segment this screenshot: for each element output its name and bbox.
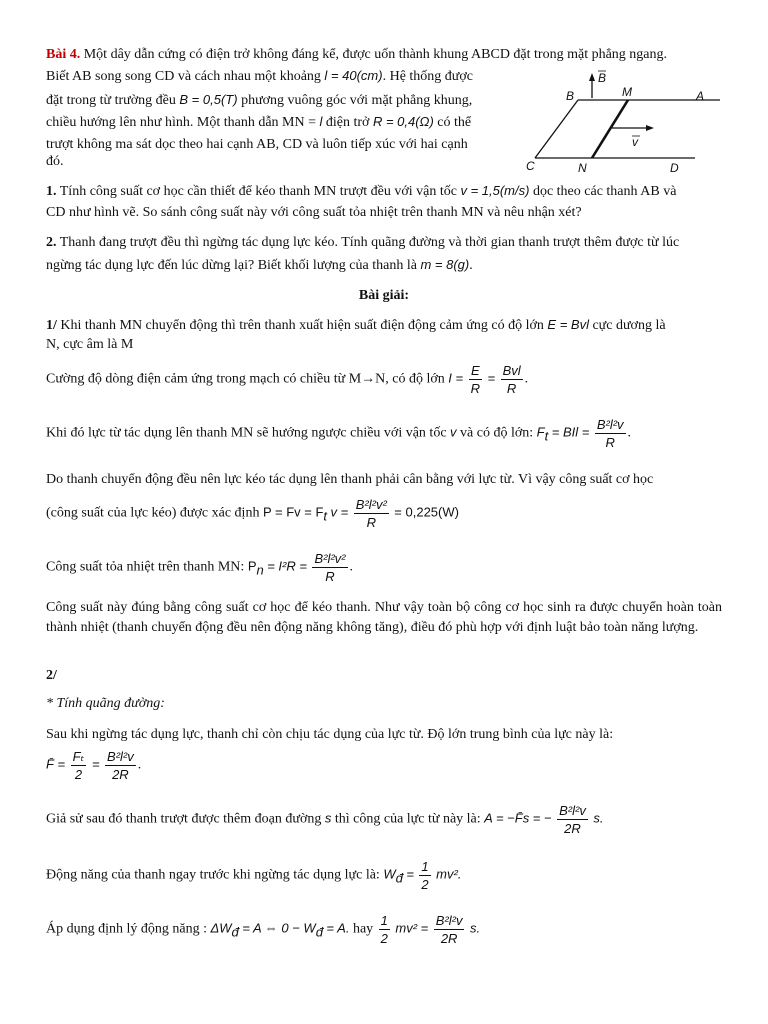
label-d: D <box>670 161 679 175</box>
question-2-line-1: 2. Thanh đang trượt đều thì ngừng tác dụng lực kéo. Tính quãng đường và thời gian thanh trượt thêm được từ lúc <box>46 235 680 250</box>
force-equation-line: Khi đó lực từ tác dụng lên thanh MN sẽ hướng ngược chiều với vận tốc v và có độ lớn: $F_t$ = BIl = $\frac{\text{B²l²v}}{R}$ . <box>46 417 632 450</box>
question-2-line-2: ngừng tác dụng lực đến lúc dừng lại? Biết khối lượng của thanh là m = 8(g). <box>46 257 473 273</box>
side-bc <box>535 100 578 158</box>
problem-line-1: Bài 4. Một dây dẫn cứng có điện trở không đáng kể, được uốn thành khung ABCD đặt trong mặt phẳng ngang. <box>46 47 668 62</box>
solution-heading: Bài giải: <box>358 288 410 303</box>
label-c: C <box>526 159 535 173</box>
kinetic-energy-line: Động năng của thanh ngay trước khi ngừng tác dụng lực là: $W_đ$ = $\frac{1}{2}$ mv². <box>46 859 462 892</box>
problem-line-3: đặt trong từ trường đều B = 0,5(T) phương vuông góc với mặt phẳng khung, <box>46 92 473 108</box>
problem-line-4: chiều hướng lên như hình. Một thanh dẫn MN = l điện trở R = 0,4(Ω) có thể <box>46 114 472 130</box>
label-m: M <box>622 85 632 99</box>
power-line-1: Do thanh chuyển động đều nên lực kéo tác dụng lên thanh phải cân bằng với lực từ. Vì vậy công suất cơ học <box>46 472 654 487</box>
work-equation-line: Giả sử sau đó thanh trượt được thêm đoạn đường s thì công của lực từ này là: A = −F̄s = − $\frac{\text{B²l²v}}{2R}$ s. <box>46 803 604 836</box>
solution-2-number: 2/ <box>46 668 57 683</box>
frame-figure <box>520 70 730 180</box>
power-line-2: (công suất của lực kéo) được xác định $P = Fv = F_t$ v = $\frac{\text{B²l²v²}}{R}$ = 0,225(W) <box>46 497 459 530</box>
question-1-line-2: CD như hình vẽ. So sánh công suất này với công suất tỏa nhiệt trên thanh MN và nêu nhận xét? <box>46 205 582 220</box>
problem-line-5: trượt không ma sát dọc theo hai cạnh AB, CD và luôn tiếp xúc với hai cạnh <box>46 137 468 152</box>
conclusion-paragraph: Công suất này đúng bằng công suất cơ học để kéo thanh. Như vậy toàn bộ công cơ học sinh ra được chuyển hoàn toàn thành nhiệt (thanh chuyển động đều nên động năng không tăng), điều đó phù hợp với định luật bảo toàn năng lượng. <box>46 600 722 635</box>
solution-2-line-1: Sau khi ngừng tác dụng lực, thanh chỉ còn chịu tác dụng của lực từ. Độ lớn trung bình của lực này là: <box>46 727 614 742</box>
bar-mn <box>592 100 628 158</box>
current-equation-line: Cường độ dòng điện cảm ứng trong mạch có chiều từ M→N, có độ lớn I = $\frac{E}{R}$ = $\frac{\text{Bvl}}{R}$ . <box>46 363 529 396</box>
label-n: N <box>578 161 587 175</box>
label-b: B <box>566 89 575 103</box>
label-v-vector: v <box>632 135 638 149</box>
solution-1-line-1: 1/ Khi thanh MN chuyển động thì trên thanh xuất hiện suất điện động cảm ứng có độ lớn E = Bvl cực dương là <box>46 317 666 333</box>
solution-1-line-2: N, cực âm là M <box>46 337 134 352</box>
solution-2-subheading: * Tính quãng đường: <box>46 696 165 711</box>
problem-line-2: Biết AB song song CD và cách nhau một khoảng l = 40(cm). Hệ thống được <box>46 68 473 84</box>
heat-power-line: Công suất tỏa nhiệt trên thanh MN: $P_n = I^2R$ = $\frac{\text{B²l²v²}}{R}$ . <box>46 551 354 584</box>
label-b-vector: B <box>598 71 607 85</box>
problem-title: Bài 4. <box>46 47 81 62</box>
work-energy-theorem-line: Áp dụng định lý động năng : $\Delta W_đ = A$ ⇔ $0 - W_đ = A$. hay $\frac{1}{2}$ mv² = $\frac{\text{B²l²v}}{2R}$ s. <box>46 913 481 946</box>
question-1-line-1: 1. Tính công suất cơ học cần thiết để kéo thanh MN trượt đều với vận tốc v = 1,5(m/s) dọc theo các thanh AB và <box>46 183 677 199</box>
problem-line-6: đó. <box>46 154 64 169</box>
label-a: A <box>696 89 705 103</box>
average-force-equation: F̄ = $\frac{\text{Fₜ}}{2}$ = $\frac{\text{B²l²v}}{2R}$ . <box>46 749 142 782</box>
